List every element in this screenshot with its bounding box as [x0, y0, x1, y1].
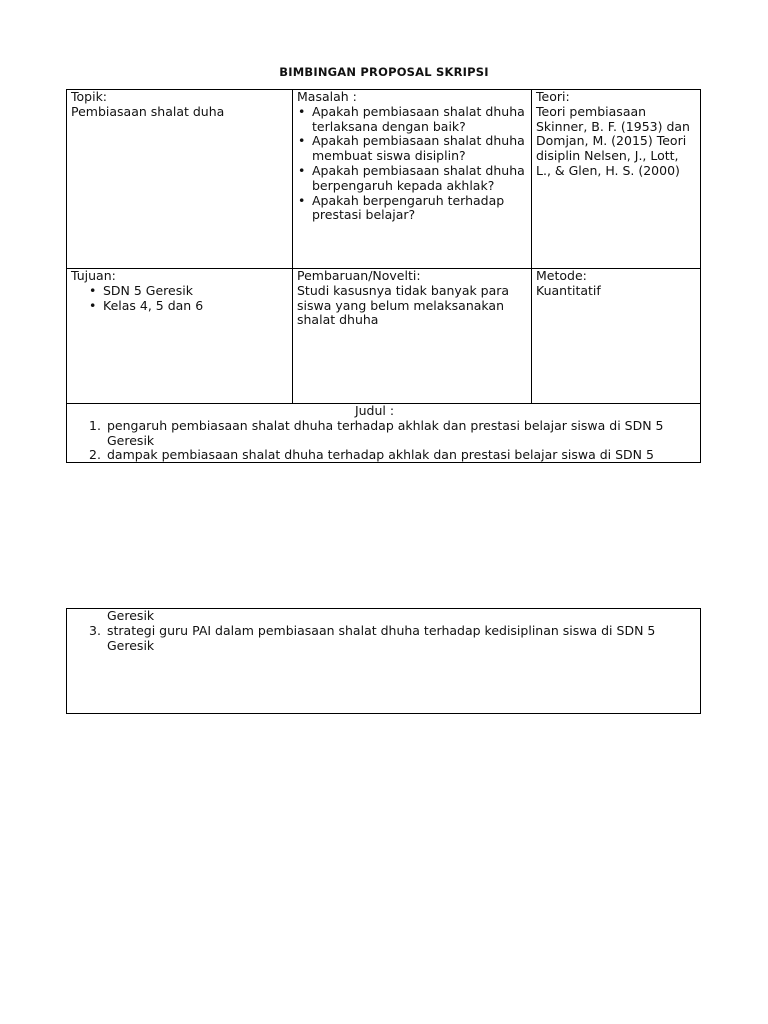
- teori-cell: [532, 90, 700, 268]
- pembaruan-label: Pembaruan/Novelti:: [297, 268, 421, 283]
- judul-item: [71, 448, 678, 463]
- judul-continuation-cell: [67, 609, 700, 713]
- judul-item-continued-text: Geresik: [107, 608, 155, 623]
- masalah-list: [297, 105, 527, 223]
- masalah-item: • Apakah pembiasaan shalat dhuha membuat siswa disiplin?: [297, 134, 527, 164]
- judul-item-text: dampak pembiasaan shalat dhuha terhadap akhlak dan prestasi belajar siswa di SDN 5: [107, 447, 654, 463]
- judul-list: [71, 419, 678, 463]
- topik-label: Topik:: [71, 89, 108, 104]
- document-title: BIMBINGAN PROPOSAL SKRIPSI: [279, 65, 489, 79]
- metode-cell: [532, 269, 700, 403]
- judul-item-number: 1.: [89, 417, 101, 433]
- tujuan-cell: [67, 269, 292, 403]
- judul-item-text: pengaruh pembiasaan shalat dhuha terhadap akhlak dan prestasi belajar siswa di SDN 5 Geresik: [107, 417, 664, 448]
- tujuan-item: • SDN 5 Geresik: [71, 284, 288, 299]
- masalah-item: • Apakah berpengaruh terhadap prestasi belajar?: [297, 194, 527, 224]
- judul-continuation-list: [71, 609, 678, 653]
- tujuan-list: [71, 284, 288, 314]
- judul-item-text: strategi guru PAI dalam pembiasaan shalat dhuha terhadap kedisiplinan siswa di SDN 5 Geresik: [107, 622, 656, 653]
- metode-text: Kuantitatif: [536, 282, 601, 298]
- masalah-label: Masalah :: [297, 89, 357, 104]
- metode-label: Metode:: [536, 268, 587, 283]
- pembaruan-cell: [293, 269, 531, 403]
- judul-item: [71, 624, 678, 654]
- proposal-table: [66, 89, 701, 463]
- tujuan-label: Tujuan:: [71, 268, 116, 283]
- judul-item-number: 2.: [89, 447, 101, 463]
- teori-label: Teori:: [536, 89, 570, 104]
- masalah-cell: [293, 90, 531, 268]
- masalah-item: • Apakah pembiasaan shalat dhuha terlaksana dengan baik?: [297, 105, 527, 135]
- judul-item: [71, 419, 678, 449]
- judul-cell: [67, 404, 700, 462]
- teori-text: Teori pembiasaan Skinner, B. F. (1953) dan Domjan, M. (2015) Teori disiplin Nelsen, J., Lott, L., & Glen, H. S. (2000): [536, 103, 690, 178]
- topik-cell: [67, 90, 292, 268]
- judul-item-continued: [71, 609, 678, 624]
- judul-label: Judul :: [354, 403, 395, 418]
- judul-item-number: 3.: [89, 622, 101, 638]
- judul-continuation-box: [66, 608, 701, 714]
- masalah-item: • Apakah pembiasaan shalat dhuha berpengaruh kepada akhlak?: [297, 164, 527, 194]
- tujuan-item: • Kelas 4, 5 dan 6: [71, 299, 288, 314]
- pembaruan-text: Studi kasusnya tidak banyak para siswa yang belum melaksanakan shalat dhuha: [297, 282, 510, 328]
- topik-text: Pembiasaan shalat duha: [71, 103, 225, 119]
